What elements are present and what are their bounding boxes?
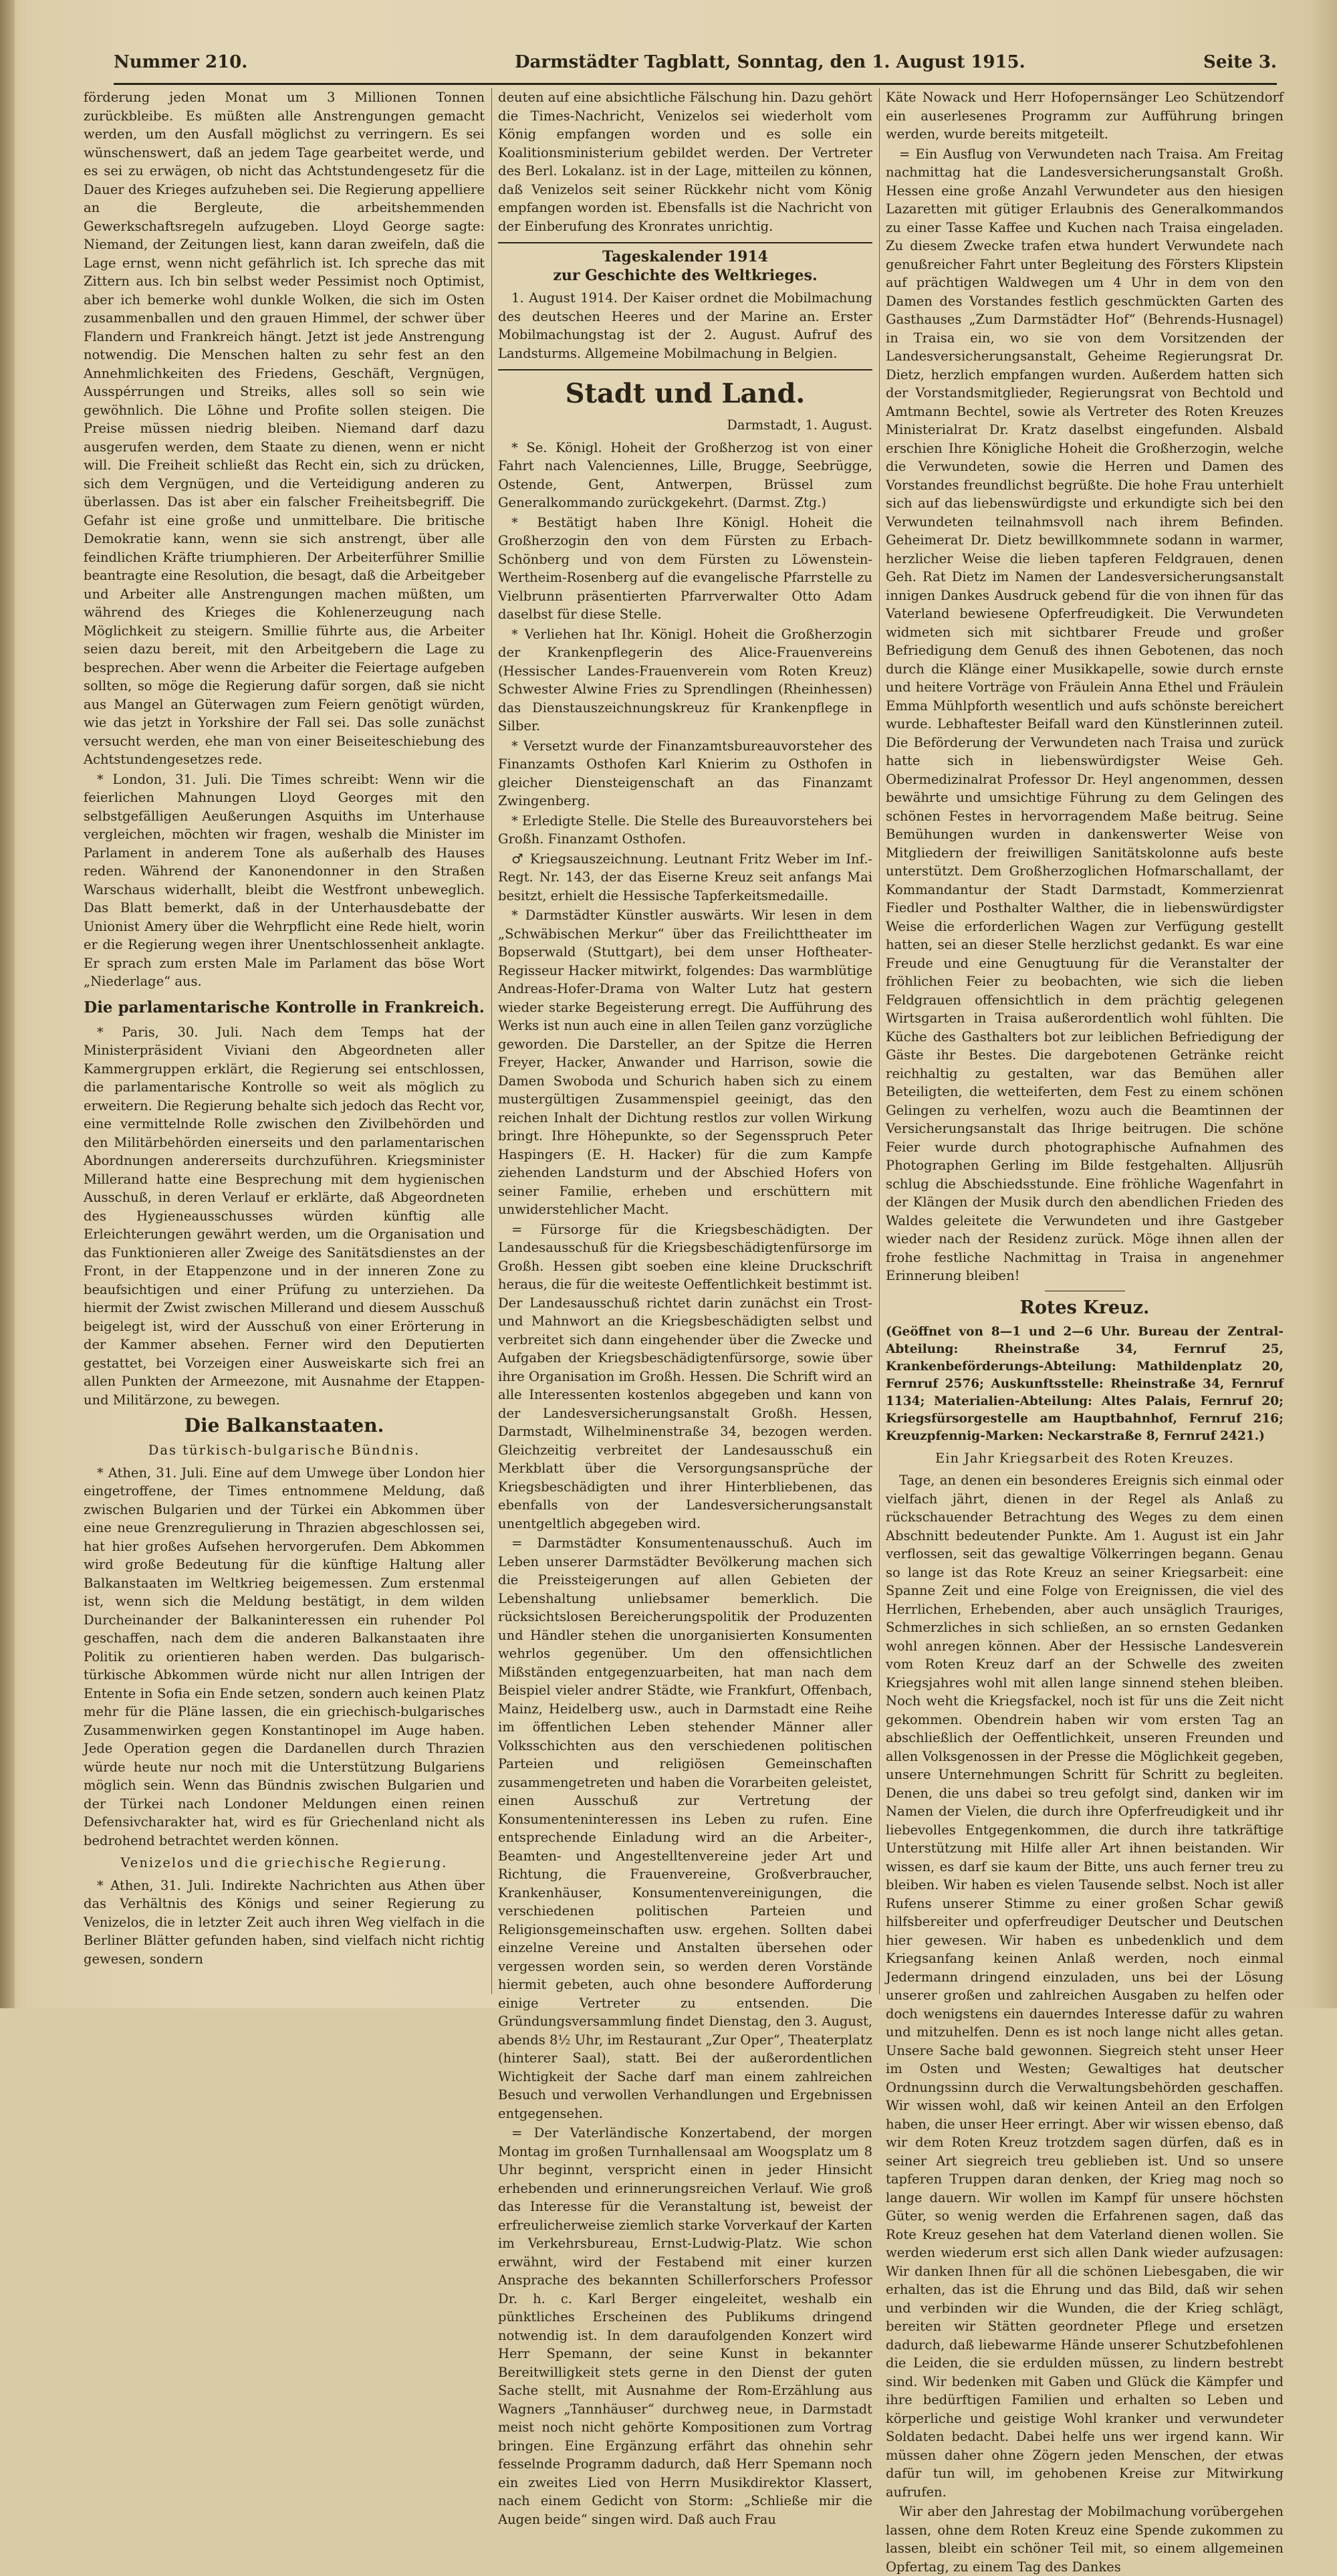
subhead-balkan: Das türkisch-bulgarische Bündnis. <box>148 1442 420 1458</box>
local-news-item: = Darmstädter Konsumentenausschuß. Auch im Leben unserer Darmstädter Bevölkerung machen sich die Preissteigerungen auf allen Gebieten der Lebenshaltung unliebsamer bemerklich. Die rücksichtslosen Bereicherungspolitik der Produzenten und Händler stehen die unorganisierten Konsumenten wehrlos gegenüber. Um den offensichtlichen Mißständen entgegenzuarbeiten, hat man nach dem Beispiel vieler andrer Städte, wie Frankfurt, Offenbach, Mainz, Heidelberg usw., auch in Darmstadt eine Reihe im öffentlichen Leben stehender Männer aller Volksschichten aus den verschiedenen politischen Parteien und religiösen Gemeinschaften zusammengetreten und haben die Vorarbeiten geleistet, einen Ausschuß zur Vertretung der Konsumenteninteressen ins Leben zu rufen. Eine entsprechende Einladung wird an die Arbeiter-, Beamten- und Angestelltenvereine jeder Art und Richtung, die Frauenvereine, Großverbraucher, Krankenhäuser, Konsumentenvereinigungen, die verschiedenen politischen Parteien und Religionsgemeinschaften usw. ergehen. Sollten dabei einzelne Vereine und Anstalten übersehen oder vergessen worden sein, so werden deren Vorstände hiermit gebeten, auch ohne besondere Aufforderung einige Vertreter zu entsenden. Die Gründungsversammlung findet Dienstag, den 3. August, abends 8½ Uhr, im Restaurant „Zur Oper“, Theaterplatz (hinterer Saal), statt. Bei der außerordentlichen Wichtigkeit der Sache darf man einem zahlreichen Besuch und verwollen Verhandlungen und Ergebnissen entgegensehen. <box>498 1535 872 2121</box>
newspaper-title: Darmstädter Tagblatt, Sonntag, den 1. August 1915. <box>515 52 1025 72</box>
box-title: Tageskalender 1914 <box>602 248 768 265</box>
local-news-item: * Se. Königl. Hoheit der Großherzog ist von einer Fahrt nach Valenciennes, Lille, Brugge, Seebrügge, Ostende, Gent, Antwerpen, Brüssel zum Generalkommando zurückgekehrt. (Darmst. Ztg.) <box>498 439 872 510</box>
article-paragraph: * Paris, 30. Juli. Nach dem Temps hat der Ministerpräsident Viviani den Abgeordneten aller Kammergruppen erklärt, die Regierung sei entschlossen, die parlamentarische Kontrolle so weit als möglich zu erweitern. Die Regierung behalte sich jedoch das Recht vor, eine vermittelnde Rolle zwischen den Zivilbehörden und den Militärbehörden einerseits und den parlamentarischen Abordnungen andererseits durchzuführen. Kriegsminister Millerand hatte eine Besprechung mit dem hygienischen Ausschuß, in deren Verlauf er erklärte, daß Abgeordneten des Hygieneausschusses würden künftig alle Erleichterungen gewährt werden, um die Organisation und das Funktionieren aller Zweige des Sanitätsdienstes an der Front, in der Etappenzone und in der inneren Zone zu beaufsichtigen und einer Prüfung zu unterziehen. Da hiermit der Zwist zwischen Millerand und diesem Ausschuß beigelegt ist, wird der Ausschuß von einer Erörterung in der Kammer absehen. Ferner wird den Deputierten gestattet, bei Vorzeigen einer Ausweiskarte sich frei an allen Punkten der Armeezone, mit Ausnahme der Etappen- und Militärzone, zu bewegen. <box>84 1024 485 1408</box>
dateline: Darmstadt, 1. August. <box>727 417 872 433</box>
headline-frankreich: Die parlamentarische Kontrolle in Frankreich. <box>84 998 485 1016</box>
column-rule <box>879 88 880 1994</box>
article-paragraph: förderung jeden Monat um 3 Millionen Tonnen zurückbleibe. Es müßten alle Anstrengungen gemacht werden, um den Ausfall möglichst zu verringern. Es sei wünschenswert, daß an jedem Tage gearbeitet werde, und es sei zu erwägen, ob nicht das Achtstundengesetz für die Dauer des Krieges aufzuheben sei. Die Regierung appelliere an die Bergleute, die arbeitshemmenden Gewerkschaftsregeln aufzugeben. Lloyd George sagte: Niemand, der Zeitungen liest, kann daran zweifeln, daß die Lage ernst, wenn nicht gefährlich ist. Ich spreche das mit Zittern aus. Ich bin selbst weder Pessimist noch Optimist, aber ich bemerke wohl dunkle Wolken, die sich im Osten zusammenballen und den grauen Himmel, der schwer über Flandern und Frankreich hängt. Jetzt ist jede Anstrengung notwendig. Die Menschen halten zu sehr fest an den Annehmlichkeiten des Friedens, Geschäft, Vergnügen, Ausspérrungen und Streiks, alles soll so sein wie gewöhnlich. Die Löhne und Profite sollen steigen. Die Preise müssen niedrig bleiben. Niemand darf dazu ausgerufen werden, dem Staate zu dienen, wenn er nicht will. Die Freiheit schließt das Recht ein, sich zu drücken, sich dem Vergnügen, und die Verteidigung anderen zu überlassen. Das ist aber ein falscher Freiheitsbegriff. Die Gefahr ist eine große und unmittelbare. Die britische Demokratie kann, wenn sie sich anstrengt, über alle feindlichen Kräfte triumphieren. Der Arbeiterführer Smillie beantragte eine Resolution, die besagt, daß die Arbeitgeber und Arbeiter alle Anstrengungen machen müßten, um während des Krieges die Kohlenerzeugung nach Möglichkeit zu steigern. Smillie führte aus, die Arbeiter seien dazu bereit, mit den Arbeitgebern die Lage zu besprechen. Aber wenn die Arbeiter die Feiertage aufgeben sollten, so möge die Regierung dafür sorgen, daß sie nicht aus Mangel an Güterwagen zum Feiern genötigt würden, wie das jetzt in Yorkshire der Fall sei. Das solle zunächst versucht werden, ehe man von einer Beiseiteschiebung des Achtstundengesetzes rede. <box>84 90 485 767</box>
local-news-item: * Verliehen hat Ihr. Königl. Hoheit die Großherzogin der Krankenpflegerin des Alice-Frauenvereins (Hessischer Landes-Frauenverein vom Roten Kreuz) Schwester Alwine Fries zu Sprendlingen (Rheinhessen) das Dienstauszeichnungskreuz für Krankenpflege in Silber. <box>498 626 872 734</box>
column-3 <box>886 88 1284 2575</box>
local-news-item: * Darmstädter Künstler auswärts. Wir lesen in dem „Schwäbischen Merkur“ über das Freilichttheater im Bopserwald (Stuttgart), bei dem unser Hoftheater-Regisseur Hacker mitwirkt, folgendes: Das warmblütige Andreas-Hofer-Drama von Walter Lutz hat gestern wieder starke Begeisterung erregt. Die Aufführung des Werks ist nun auch eine in allen Teilen ganz vorzügliche geworden. Die Darsteller, an der Spitze die Herren Freyer, Hacker, Anwander und Harrison, sowie die Damen Swoboda und Schurich haben sich zu einem mustergültigen Zusammenspiel geeinigt, das den reichen Inhalt der Dichtung restlos zur vollen Wirkung bringt. Ihre Höhepunkte, so der Segensspruch Peter Haspingers (E. H. Hacker) für die zum Kampfe ziehenden Landsturm und der Abschied Hofers von seiner Familie, erheben und erschüttern mit unwiderstehlicher Macht. <box>498 907 872 1217</box>
local-news-item: = Der Vaterländische Konzertabend, der morgen Montag im großen Turnhallensaal am Woogsplatz um 8 Uhr beginnt, verspricht einen in jeder Hinsicht erhebenden und erinnerungsreichen Verlauf. Wie groß das Interesse für die Veranstaltung ist, beweist der erfreulicherweise ziemlich starke Vorverkauf der Karten im Verkehrsbureau, Ernst-Ludwig-Platz. Wie schon erwähnt, wird der Festabend mit einer kurzen Ansprache des bekannten Schillerforschers Professor Dr. h. c. Karl Berger eingeleitet, weshalb ein pünktliches Erscheinen des Publikums dringend notwendig ist. In dem daraufolgenden Konzert wird Herr Spemann, der seine Kunst in bekannter Bereitwilligkeit stets gerne in den Dienst der guten Sache stellt, mit Ausnahme der Rom-Erzählung aus Wagners „Tannhäuser“ durchweg neue, in Darmstadt meist noch nicht gehörte Kompositionen zum Vortrag bringen. Eine Ergänzung erfährt das ohnehin sehr fesselnde Programm dadurch, daß Herr Spemann noch ein zweites Lied von Herrn Musikdirektor Klassert, nach einem Gedicht von Storm: „Schließe mir die Augen beide“ singen wird. Daß auch Frau <box>498 2125 872 2527</box>
article-paragraph: * Athen, 31. Juli. Eine auf dem Umwege über London hier eingetroffene, der Times entnommene Meldung, daß zwischen Bulgarien und der Türkei ein Abkommen über eine neue Grenzregulierung in Thrazien abgeschlossen sei, hat hier großes Aufsehen hervorgerufen. Dem Abkommen wird große Bedeutung für die künftige Haltung aller Balkanstaaten im Weltkrieg beigemessen. Zum erstenmal ist, wenn sich die Meldung bestätigt, in dem wilden Durcheinander der Balkaninteressen ein ruhender Pol geschaffen, nach dem die anderen Balkanstaaten ihre Politik zu orientieren haben werden. Das bulgarisch-türkische Abkommen würde nicht nur allen Intrigen der Entente in Sofia ein Ende setzen, sondern auch keinen Platz mehr für die Pläne lassen, die ein griechisch-bulgarisches Zusammenwirken gegen Konstantinopel im Auge haben. Jede Operation gegen die Dardanellen durch Thrazien würde heute nur noch mit die Unterstützung Bulgariens möglich sein. Wenn das Bündnis zwischen Bulgarien und der Türkei nach Londoner Meldungen einen reinen Defensivcharakter hat, wird es für Griechenland nicht als bedrohend betrachtet werden können. <box>84 1465 485 1848</box>
column-1 <box>84 88 485 1994</box>
subhead-kriegsarbeit: Ein Jahr Kriegsarbeit des Roten Kreuzes. <box>935 1450 1234 1466</box>
local-news-item: * Erledigte Stelle. Die Stelle des Bureauvorstehers bei Großh. Finanzamt Osthofen. <box>498 813 872 847</box>
article-paragraph: Käte Nowack und Herr Hofopernsänger Leo Schützendorf ein auserlesenes Programm zur Aufführung bringen werden, wurde bereits mitgeteilt. <box>886 90 1284 142</box>
local-news-item: = Fürsorge für die Kriegsbeschädigten. Der Landesausschuß für die Kriegsbeschädigtenfürsorge im Großh. Hessen gibt soeben eine kleine Druckschrift heraus, die für die weiteste Oeffentlichkeit bestimmt ist. Der Landesausschuß richtet darin zunächst ein Trost- und Mahnwort an die Kriegsbeschädigten selbst und verbreitet sich dann eingehender über die Zwecke und Aufgaben der Kriegsbeschädigtenfürsorge, sowie über ihre Organisation im Großh. Hessen. Die Schrift wird an alle Interessenten kostenlos abgegeben und kann von der Landesversicherungsanstalt Großh. Hessen, Darmstadt, Wilhelminenstraße 34, bezogen werden. Gleichzeitig verbreitet der Landesausschuß ein Merkblatt über die Versorgungsansprüche der Kriegsbeschädigten und ihrer Hinterbliebenen, das ebenfalls von der Landesversicherungsanstalt unentgeltlich abgegeben wird. <box>498 1221 872 1531</box>
rotes-kreuz-info: (Geöffnet von 8—1 und 2—6 Uhr. Bureau der Zentral-Abteilung: Rheinstraße 34, Fernruf 25, Krankenbeförderungs-Abteilung: Mathildenplatz 20, Fernruf 2576; Auskunftsstelle: Rheinstraße 34, Fernruf 1134; Materialien-Abteilung: Altes Palais, Fernruf 20; Kriegsfürsorgestelle am Hauptbahnhof, Fernruf 216; Kreuzpfennig-Marken: Neckarstraße 8, Fernruf 2421.) <box>886 1324 1284 1443</box>
subhead-venizelos: Venizelos und die griechische Regierung. <box>120 1855 448 1870</box>
box-subtitle: zur Geschichte des Weltkrieges. <box>553 267 818 284</box>
masthead <box>114 48 1277 85</box>
tageskalender-box <box>498 242 872 370</box>
headline-balkan: Die Balkanstaaten. <box>184 1414 384 1436</box>
column-rule <box>491 88 492 1994</box>
box-text: 1. August 1914. Der Kaiser ordnet die Mobilmachung des deutschen Heeres und der Marine an. Erster Mobilmachungstag ist der 2. August. Aufruf des Landsturms. Allgemeine Mobilmachung in Belgien. <box>498 290 872 361</box>
local-news-item: * Bestätigt haben Ihre Königl. Hoheit die Großherzogin den von dem Fürsten zu Erbach-Schönberg und von dem Fürsten zu Löwenstein-Wertheim-Rosenberg auf die evangelische Pfarrstelle zu Vielbrunn präsentierten Pfarrverwalter Otto Adam daselbst für diese Stelle. <box>498 514 872 622</box>
article-paragraph: * Athen, 31. Juli. Indirekte Nachrichten aus Athen über das Verhältnis des Königs und seiner Regierung zu Venizelos, die in letzter Zeit auch ihren Weg vielfach in die Berliner Blätter gefunden haben, sind vielfach nicht richtig gewesen, sondern <box>84 1877 485 1967</box>
local-news-item: ♂ Kriegsauszeichnung. Leutnant Fritz Weber im Inf.-Regt. Nr. 143, der das Eiserne Kreuz seit anfangs Mai besitzt, erhielt die Hessische Tapferkeitsmedaille. <box>498 851 872 903</box>
headline-stadt-und-land: Stadt und Land. <box>565 378 806 409</box>
article-paragraph: = Ein Ausflug von Verwundeten nach Traisa. Am Freitag nachmittag hat die Landesversicherungsanstalt Großh. Hessen eine große Anzahl Verwundeter aus den hiesigen Lazaretten mit gütiger Erlaubnis des Generalkommandos zu einer Tasse Kaffee und Kuchen nach Traisa eingeladen. Zu diesem Zwecke trafen etwa hundert Verwundete nach genußreicher Fahrt unter Begleitung des Försters Klipstein auf prächtigen Waldwegen um 4 Uhr in dem von den Damen des Vorstandes festlich geschmückten Garten des Gasthauses „Zum Darmstädter Hof“ (Behrends-Husnagel) in Traisa ein, wo sie von dem Vorsitzenden der Landesversicherungsanstalt, Geheime Regierungsrat Dr. Dietz, herzlich empfangen wurden. Außerdem hatten sich der Vorstandsmitglieder, Regierungsrat von Bechtold und Amtmann Bechtel, sowie als Vertreter des Roten Kreuzes Ministerialrat Dr. Kratz daselbst eingefunden. Alsbald erschien Ihre Königliche Hoheit die Großherzogin, welche die Verwundeten, sowie die Herren und Damen des Vorstandes freundlichst begrüßte. Die hohe Frau unterhielt sich auf das liebenswürdigste und erkundigte sich bei den Verwundeten teilnahmsvoll nach ihrem Befinden. Geheimerat Dr. Dietz bewillkommnete sodann in warmer, herzlicher Weise die lieben tapferen Feldgrauen, denen Geh. Rat Dietz im Namen der Landesversicherungsanstalt innigen Dankes Ausdruck gebend für die von ihnen für das Vaterland bewiesene Opferfreudigkeit. Die Verwundeten widmeten sich mit sichtbarer Freude und großer Befriedigung dem Genuß des ihnen Gebotenen, das noch durch die Klänge einer Musikkapelle, sowie durch ernste und heitere Vorträge von Fräulein Anna Ethel und Fräulein Emma Mühlpforth wesentlich und aufs schönste bereichert wurde. Lebhaftester Beifall ward den Künstlerinnen zuteil. Die Beförderung der Verwundeten nach Traisa und zurück hatte sich in liebenswürdigster Weise Geh. Obermedizinalrat Professor Dr. Heyl angenommen, dessen bewährte und umsichtige Führung zu dem Gelingen des schönen Festes in hervorragendem Maße beitrug. Seine Bemühungen wurden in dankenswerter Weise von Mitgliedern der freiwilligen Sanitätskolonne aufs beste unterstützt. Dem Großherzoglichen Hofmarschallamt, der Kommandantur der Stadt Darmstadt, Kommerzienrat Fiedler und Posthalter Walther, die in liebenswürdigster Weise die erforderlichen Wagen zur Verfügung gestellt hatten, sei an dieser Stelle herzlichst gedankt. Es war eine Freude und eine Genugtuung für die Veranstalter der fröhlichen Feier zu beobachten, wie sich die lieben Feldgrauen offensichtlich in dem prächtig gelegenen Wirtsgarten in Traisa außerordentlich wohl fühlten. Die Küche des Gasthalters bot zur leiblichen Befriedigung der Gäste ihr Bestes. Die dargebotenen Getränke reicht reichhaltig zu gestalten, war das Bemühen aller Beteiligten, die wetteiferten, dem Fest zu einem schönen Gelingen zu verhelfen, wozu auch die Beamtinnen der Versicherungsanstalt das Ihrige beitrugen. Die schöne Feier wurde durch photographische Aufnahmen des Photographen Gerling im Bilde festgehalten. Alljusrüh schlug die Abschiedsstunde. Eine fröhliche Wagenfahrt in der Klängen der Musik durch den abendlichen Frieden des Waldes geleitete die Verwundeten und ihre Gastgeber wieder nach der Residenz zurück. Möge ihnen allen der frohe festliche Nachmittag in Traisa in angenehmer Erinnerung bleiben! <box>886 146 1284 1283</box>
article-paragraph: deuten auf eine absichtliche Fälschung hin. Dazu gehört die Times-Nachricht, Venizelos sei wiederholt vom König empfangen worden und es solle ein Koalitionsministerium gebildet werden. Der Vertreter des Berl. Lokalanz. ist in der Lage, mitteilen zu können, daß Venizelos seit seiner Rückkehr nicht vom König empfangen worden ist. Ebensfalls ist die Nachricht von der Einberufung des Kronrates unrichtig. <box>498 90 872 234</box>
local-news-item: * Versetzt wurde der Finanzamtsbureauvorsteher des Finanzamts Osthofen Karl Knierim zu Osthofen in gleicher Diensteigenschaft an das Finanzamt Zwingenberg. <box>498 738 872 809</box>
headline-rotes-kreuz: Rotes Kreuz. <box>1019 1297 1150 1318</box>
column-2 <box>498 88 872 2527</box>
page-binding-edge <box>0 0 15 2008</box>
article-paragraph: Wir aber den Jahrestag der Mobilmachung vorübergehen lassen, ohne dem Roten Kreuz eine Spende zukommen zu lassen, bleibt ein schöner Teil mit, so einem allgemeinen Opfertag, zu einem Tag des Dankes <box>886 2504 1284 2575</box>
page-number: Seite 3. <box>1203 52 1277 72</box>
article-paragraph: Tage, an denen ein besonderes Ereignis sich einmal oder vielfach jährt, dienen in der Regel als Anlaß zu rückschauender Betrachtung des Weges zu dem einen Abschnitt bedeutender Punkte. Am 1. August ist ein Jahr verflossen, seit das gewaltige Völkerringen begann. Genau so lange ist das Rote Kreuz an seiner Kriegsarbeit: eine Spanne Zeit und eine Folge von Ereignissen, die viel des Herrlichen, Erhebenden, aber auch unsäglich Trauriges, Schmerzliches in sich schließen, an so ernsten Gedanken wohl anregen können. Aber der Hessische Landesverein vom Roten Kreuz darf an der Schwelle des zweiten Kriegsjahres wohl mit allen lange sinnend stehen bleiben. Noch weht die Kriegsfackel, noch ist für uns die Zeit nicht gekommen. Obendrein haben wir vom ersten Tag an abschließlich der Oeffentlichkeit, unseren Freunden und allen Volksgenossen in der Presse die Möglichkeit gegeben, unsere Unternehmungen Schritt für Schritt zu begleiten. Denen, die uns dabei so treu gefolgt sind, danken wir im Namen der Vielen, die durch ihre Opferfreudigkeit und ihr liebevolles Entgegenkommen, die durch ihre tatkräftige Unterstützung mit Hilfe aller Art ihnen beistanden. Wir wissen, es darf sie kaum der Bitte, uns auch ferner treu zu bleiben. Wir haben es vielen Tausende selbst. Noch ist aller Rufens unserer Stimme zu einer großen Schar gewiß hilfsbereiter und opferfreudiger Deutscher und Deutschen hier gewesen. Wir haben es unbedenklich und dem Kriegsanfang keinen Anlaß werden, noch einmal Jedermann dringend einzuladen, uns bei der Lösung unserer großen und zahlreichen Ausgaben zu helfen oder doch wenigstens ein dauerndes Interesse dafür zu wahren und mitzuhelfen. Denn es ist noch lange nicht alles getan. Unsere Sache bald gewonnen. Siegreich steht unser Heer im Osten und Westen; Gewaltiges hat deutscher Ordnungssinn durch die Verwaltungsbehörden geschaffen. Wir wissen wohl, daß wir keinen Anteil an den Erfolgen haben, die unser Heer erringt. Aber wir wissen ebenso, daß wir dem Roten Kreuz trotzdem sagen dürfen, daß es in seiner Art siegreich treu geblieben ist. Und so unsere tapferen Truppen daran denken, der Krieg mag noch so lange dauern. Wir wollen im Kampf für unsere höchsten Güter, so wenig werden die Erfahrenen sagen, daß das Rote Kreuz gesehen hat dem Vaterland dienen wollen. Sie werden wiederum erst sich allen Dank wieder aufzusagen: Wir danken Ihnen für all die schönen Liebesgaben, die wir erhalten, das ist die Ehrung und das Bild, daß wir sehen und verbinden wir die Wunden, die der Krieg schlägt, bereiten wir Stätten geordneter Pflege und ersetzen dadurch, daß liebewarme Hände unserer Schutzbefohlenen die Leiden, die sie erdulden müssen, zu lindern bestrebt sind. Wir bedenken mit Gaben und Glück die Kämpfer und ihre bedürftigen Familien und erhalten so Leben und körperliche und geistige Wohl kranker und verwundeter Soldaten bedacht. Dabei helfe uns wer irgend kann. Wir müssen daher ohne Zögern jeden Menschen, der etwas dafür tun will, im gehobenen Kreise zur Mitwirkung aufrufen. <box>886 1473 1284 2500</box>
issue-number: Nummer 210. <box>114 52 248 72</box>
article-paragraph: * London, 31. Juli. Die Times schreibt: Wenn wir die feierlichen Mahnungen Lloyd Georges mit den selbstgefälligen Aeußerungen Asquiths im Unterhause vergleichen, möchten wir fragen, weshalb die Minister im Parlament in anderem Tone als außerhalb des Hauses reden. Während der Kanonendonner in den Straßen Warschaus widerhallt, bleibt die Westfront unbeweglich. Das Blatt bemerkt, daß in der Unterhausdebatte der Unionist Amery über die Wehrpflicht eine Rede hielt, worin er die Regierung wegen ihrer Unentschlossenheit anklagte. Er sprach zum ersten Male im Parlament das böse Wort „Niederlage“ aus. <box>84 771 485 989</box>
